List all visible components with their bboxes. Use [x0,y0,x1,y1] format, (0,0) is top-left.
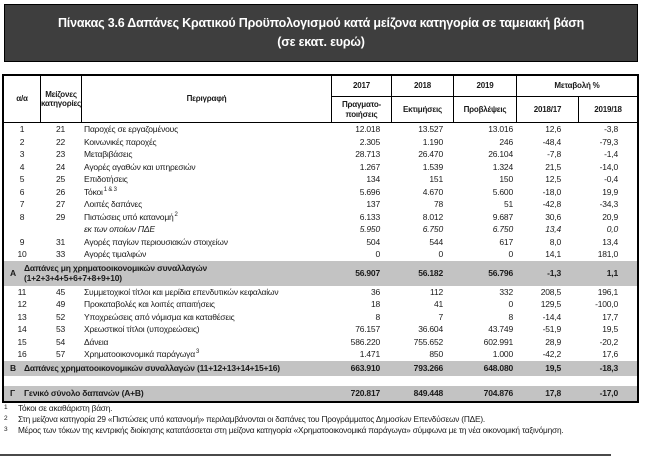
footnote-ref: 2 [174,211,178,218]
category-code: 21 [55,124,66,135]
value-2018: 151 [429,174,443,185]
change-2018-17: 208,5 [540,286,561,297]
value-2017: 1.267 [359,161,380,172]
change-2018-17: 12,6 [545,124,561,135]
header-year-2017: 2017 [331,76,391,96]
description [81,324,331,334]
row-no: 5 [19,174,25,185]
description [81,212,331,222]
table-row [4,336,637,349]
footnote-1-text: Τόκοι σε ακαθάριστη βάση. [18,403,113,413]
change-2019-18: 196,1 [597,286,618,297]
header-change-pct: Μεταβολή % [516,76,637,96]
table-row [4,298,637,311]
description [81,287,331,297]
change-2019-18: -14,0 [599,161,618,172]
category-code: 49 [55,299,66,310]
description-text: Αγορές παγίων περιουσιακών στοιχείων [84,236,228,247]
table-row [4,198,637,211]
value-2019: 1.000 [492,349,513,360]
value-2018: 7 [438,311,443,322]
change-2019-18: -17,0 [599,388,618,398]
row-no: 1 [19,124,25,135]
value-2018: 850 [429,349,443,360]
description [81,137,331,147]
value-2017: 36 [370,286,380,297]
table-row [4,211,637,224]
description-text: Δάνεια [84,336,109,347]
category-code: 22 [55,136,66,147]
table-row [4,248,637,261]
header-sub-2018: Εκτιμήσεις [391,96,453,122]
category-code: 29 [55,211,66,222]
category-code: 27 [55,199,66,210]
value-2019: 617 [499,236,513,247]
change-2019-18: 17,6 [602,349,618,360]
description [81,149,331,159]
description [81,199,331,209]
change-2019-18: 17,7 [602,311,618,322]
footnote-1 [3,403,641,414]
description [81,162,331,172]
table-title-bar [4,4,638,62]
section-label [24,263,331,283]
change-2019-18: -1,4 [604,149,618,160]
change-2019-18: 13,4 [602,236,618,247]
change-2018-17: 19,5 [545,363,561,373]
header-description: Περιγραφή [81,76,331,122]
value-2019: 332 [499,286,513,297]
footnotes [3,403,641,436]
row-no: 7 [19,199,25,210]
category-code: 52 [55,311,66,322]
section-label: Γενικό σύνολο δαπανών (Α+Β) [24,387,144,398]
row-no: 8 [19,211,25,222]
value-2019: 246 [499,136,513,147]
value-2019: 704.876 [483,388,513,398]
row-no: 10 [17,249,27,260]
change-2019-18: 19,9 [602,186,618,197]
description [81,349,331,359]
header-change-2018-17: 2018/17 [516,96,578,122]
description-text: Συμμετοχικοί τίτλοι και μερίδια επενδυτικών κεφαλαίων [84,286,279,297]
value-2019: 6.750 [492,224,513,235]
row-no: 4 [19,161,25,172]
category-code: 33 [55,249,66,260]
value-2017: 8 [375,311,380,322]
change-2019-18: -20,2 [599,336,618,347]
description-text: Υποχρεώσεις από νόμισμα και καταθέσεις [84,311,235,322]
value-2017: 5.696 [359,186,380,197]
table-row [4,236,637,249]
value-2019: 1.324 [492,161,513,172]
change-2019-18: -79,3 [599,136,618,147]
value-2017: 1.471 [359,349,380,360]
section-row-b [4,361,637,376]
value-2018: 13.527 [418,124,443,135]
change-2018-17: -14,4 [542,311,561,322]
change-2018-17: -48,4 [542,136,561,147]
row-no: 3 [19,149,25,160]
category-code: 26 [55,186,66,197]
category-code: 25 [55,174,66,185]
value-2019: 51 [503,199,513,210]
description-text: Κοινωνικές παροχές [84,136,157,147]
change-2019-18: 181,0 [597,249,618,260]
description-text: Χρηματοοικονομικά παράγωγα [84,349,195,360]
header-aa: α/α [16,94,28,104]
description [81,312,331,322]
value-2017: 137 [366,199,380,210]
value-2018: 8.012 [422,211,443,222]
change-2018-17: 28,9 [545,336,561,347]
value-2018: 36.604 [418,324,443,335]
value-2018: 755.652 [413,336,443,347]
row-no: 15 [17,336,27,347]
value-2019: 43.749 [488,324,513,335]
value-2018: 78 [433,199,443,210]
category-code: 53 [55,324,66,335]
table-row [4,186,637,199]
value-2018: 1.539 [422,161,443,172]
header-year-2019: 2019 [453,76,516,96]
row-no: 9 [19,236,25,247]
change-2018-17: 8,0 [549,236,561,247]
row-no: 14 [17,324,27,335]
description-text: Μεταβιβάσεις [84,149,133,160]
change-2019-18: 1,1 [606,268,618,278]
description-text: Αγορές αγαθών και υπηρεσιών [84,161,196,172]
value-2018: 0 [438,249,443,260]
table-row [4,311,637,324]
value-2019: 602.991 [483,336,513,347]
value-2017: 12.018 [355,124,380,135]
table-row [4,136,637,149]
change-2018-17: 14,1 [545,249,561,260]
description-text: εκ των οποίων ΠΔΕ [84,224,155,235]
value-2019: 5.600 [492,186,513,197]
description-text: Πιστώσεις υπό κατανομή [84,211,174,222]
row-no: 13 [17,311,27,322]
section-label-line2: (1+2+3+4+5+6+7+8+9+10) [24,273,122,283]
value-2019: 9.687 [492,211,513,222]
value-2019: 0 [508,249,513,260]
change-2018-17: 13,4 [545,224,561,235]
change-2018-17: 21,5 [545,161,561,172]
footnote-ref: 1 & 3 [103,186,117,193]
change-2018-17: 30,6 [545,211,561,222]
description [81,237,331,247]
footnote-3 [3,425,641,436]
value-2018: 4.670 [422,186,443,197]
spacer-row [4,376,637,386]
change-2019-18: 20,9 [602,211,618,222]
header-year-2018: 2018 [391,76,453,96]
value-2019: 56.796 [488,268,513,278]
description-text: Επιδοτήσεις [84,174,128,185]
header-sub-2017: Πραγματο-ποιήσεις [331,96,391,122]
description-text: Τόκοι [84,186,103,197]
page-divider-line [0,454,611,456]
section-row-a [4,261,637,286]
table-row [4,173,637,186]
row-no: 12 [17,299,27,310]
value-2018: 41 [433,299,443,310]
row-no: 16 [17,349,27,360]
value-2018: 849.448 [413,388,443,398]
value-2019: 150 [499,174,513,185]
table-row [4,348,637,361]
value-2018: 1.190 [422,136,443,147]
change-2018-17: -42,2 [542,349,561,360]
category-code: 45 [55,286,66,297]
value-2017: 586.220 [350,336,380,347]
footnote-3-marker: 3 [4,426,8,433]
description [81,224,331,234]
header-sub-2019: Προβλέψεις [453,96,516,122]
row-no: 11 [17,286,27,297]
value-2018: 26.470 [418,149,443,160]
description-text: Χρεωστικοί τίτλοι (υποχρεώσεις) [84,324,200,335]
value-2019: 648.080 [483,363,513,373]
value-2017: 76.157 [355,324,380,335]
section-key: Α [10,268,16,278]
change-2018-17: 129,5 [540,299,561,310]
value-2017: 504 [366,236,380,247]
change-2018-17: 12,5 [545,174,561,185]
description-text: Παροχές σε εργαζομένους [84,124,178,135]
value-2019: 8 [508,311,513,322]
change-2018-17: -1,3 [547,268,561,278]
value-2017: 6.133 [359,211,380,222]
change-2019-18: -100,0 [595,299,618,310]
change-2018-17: -51,9 [542,324,561,335]
value-2017: 720.817 [350,388,380,398]
table-row [4,161,637,174]
value-2018: 544 [429,236,443,247]
section-key: Β [10,363,16,373]
change-2019-18: 19,5 [602,324,618,335]
change-2019-18: 0,0 [606,224,618,235]
value-2017: 2.305 [359,136,380,147]
value-2017: 663.910 [350,363,380,373]
value-2017: 0 [375,249,380,260]
value-2017: 18 [370,299,380,310]
header-change-2019-18: 2019/18 [578,96,637,122]
section-label: Δαπάνες χρηματοοικονομικών συναλλαγών (11+12+13+14+15+16) [24,362,280,373]
description [81,337,331,347]
table-row [4,123,637,136]
description-text: Προκαταβολές και λοιπές απαιτήσεις [84,299,215,310]
description-text: Λοιπές δαπάνες [84,199,143,210]
value-2018: 112 [430,286,443,297]
value-2019: 13.016 [488,124,513,135]
footnote-3-text: Μέρος των τόκων της κεντρικής διοίκησης κατατάσσεται στη μείζονα κατηγορία «Χρηματοοικονομικά παράγωγα» σύμφωνα με τη νέα οικονομική ταξινόμηση. [18,425,564,435]
value-2017: 5.950 [359,224,380,235]
description [81,299,331,309]
description [81,187,331,197]
value-2018: 793.266 [413,363,443,373]
budget-table [2,74,639,403]
footnote-2 [3,414,641,425]
change-2019-18: -34,3 [599,199,618,210]
footnote-2-marker: 2 [4,415,8,422]
value-2017: 134 [366,174,380,185]
value-2019: 0 [508,299,513,310]
footnote-2-text: Στη μείζονα κατηγορία 29 «Πιστώσεις υπό κατανομή» περιλαμβάνονται οι δαπάνες του Προγράμματος Δημοσίων Επενδύσεων (ΠΔΕ). [18,414,485,424]
value-2019: 26.104 [488,149,513,160]
change-2018-17: 17,8 [545,388,561,398]
table-title-line1: Πίνακας 3.6 Δαπάνες Κρατικού Προϋπολογισμού κατά μείζονα κατηγορία σε ταμειακή βάση [57,15,585,30]
category-code: 31 [55,236,66,247]
value-2018: 6.750 [422,224,443,235]
description [81,124,331,134]
change-2018-17: -42,8 [542,199,561,210]
header-major-categories: Μείζονες κατηγορίες [40,76,81,122]
section-key: Γ [10,388,15,398]
category-code: 54 [55,336,66,347]
description [81,174,331,184]
category-code: 57 [55,349,66,360]
value-2017: 56.907 [355,268,380,278]
table-row [4,148,637,161]
table-title-line2: (σε εκατ. ευρώ) [277,35,365,49]
change-2019-18: -3,8 [604,124,618,135]
grand-total-row [4,386,637,401]
table-row [4,286,637,299]
table-row [4,323,637,336]
change-2018-17: -18,0 [542,186,561,197]
row-no: 2 [19,136,25,147]
footnote-1-marker: 1 [4,404,8,411]
description-text: Αγορές τιμαλφών [84,249,147,260]
table-header [4,76,637,123]
change-2019-18: -18,3 [599,363,618,373]
footnote-ref: 3 [195,349,200,356]
table-subrow-pde [4,223,637,236]
category-code: 23 [55,149,66,160]
value-2018: 56.182 [418,268,443,278]
value-2017: 28.713 [355,149,380,160]
description [81,249,331,259]
change-2019-18: -0,4 [604,174,618,185]
section-label-line1: Δαπάνες μη χρηματοοικονομικών συναλλαγών [24,262,207,273]
category-code: 24 [55,161,66,172]
row-no: 6 [19,186,25,197]
change-2018-17: -7,8 [547,149,561,160]
